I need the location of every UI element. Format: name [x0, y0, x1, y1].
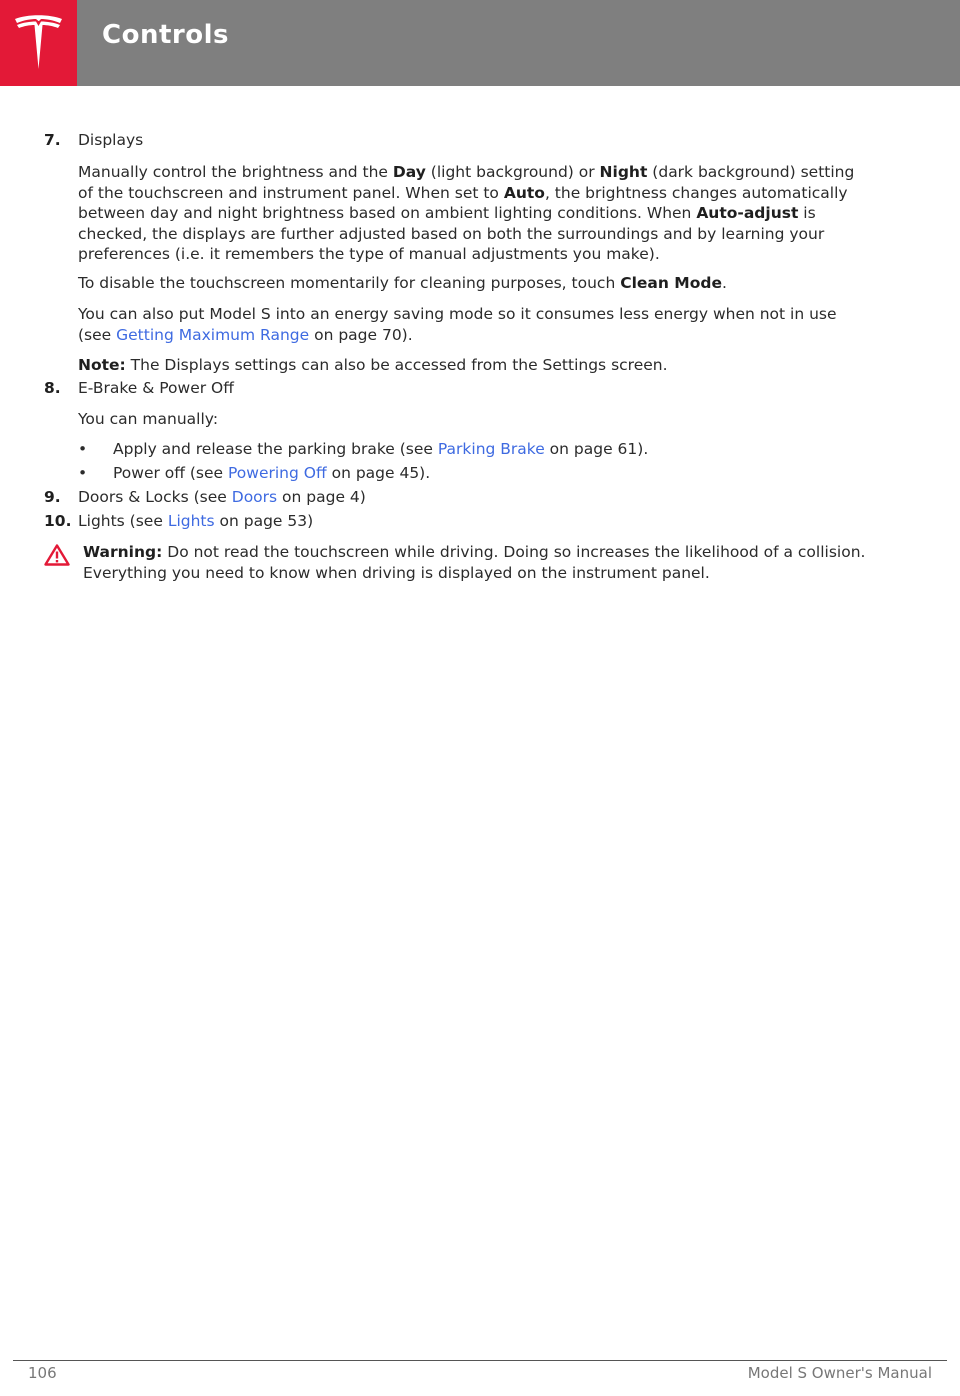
lights-link[interactable]: Lights: [167, 512, 215, 530]
parking-brake-link[interactable]: Parking Brake: [437, 440, 545, 458]
page-title: Controls: [102, 20, 229, 50]
item-number: 10.: [44, 512, 72, 530]
getting-maximum-range-link[interactable]: Getting Maximum Range: [116, 325, 310, 344]
item-number: 9.: [44, 488, 61, 506]
note-paragraph: Note: The Displays settings can also be accessed from the Settings screen.: [78, 356, 668, 374]
energy-saving-paragraph: You can also put Model S into an energy saving mode so it consumes less energy when not in use (see Getting Maximum Range on page 70).: [78, 305, 837, 344]
auto-adjust-setting: Auto-adjust: [696, 204, 799, 222]
displays-description: Manually control the brightness and the Day (light background) or Night (dark background) setting of the touchscreen and instrument panel. When set to Auto, the brightness changes automatically between day and night brightness based on ambient lighting conditions. When Auto-adjust is checked, the displays are further adjusted based on both the surroundings and by learning your preferences (i.e. it remembers the type of manual adjustments you make).: [78, 163, 855, 263]
bullet-dot: •: [78, 464, 88, 482]
e-brake-intro: You can manually:: [78, 410, 219, 428]
item-number: 8.: [44, 379, 61, 397]
manual-name: Model S Owner's Manual: [747, 1364, 932, 1382]
item-title: Displays: [78, 131, 144, 149]
note-label: Note:: [78, 356, 126, 374]
item-number: 7.: [44, 131, 61, 149]
bullet-dot: •: [78, 440, 88, 458]
brand-logo-box: [0, 0, 77, 86]
warning-text: Do not read the touchscreen while driving. Doing so increases the likelihood of a collision. Everything you need to know when driving is displayed on the instrument panel.: [83, 543, 866, 582]
auto-setting: Auto: [503, 183, 545, 202]
warning-triangle-icon: [44, 544, 70, 566]
item-title: E-Brake & Power Off: [78, 379, 234, 397]
page-number: 106: [28, 1364, 57, 1382]
night-setting: Night: [599, 163, 648, 181]
day-setting: Day: [392, 163, 426, 181]
doors-link[interactable]: Doors: [231, 488, 278, 506]
warning-label: Warning:: [83, 543, 163, 561]
clean-mode-label: Clean Mode: [620, 274, 722, 292]
clean-mode-paragraph: To disable the touchscreen momentarily for cleaning purposes, touch Clean Mode.: [78, 274, 727, 292]
powering-off-link[interactable]: Powering Off: [228, 464, 327, 482]
footer-divider: [13, 1360, 947, 1361]
tesla-logo-icon: [13, 13, 64, 73]
page-header: [0, 0, 960, 86]
